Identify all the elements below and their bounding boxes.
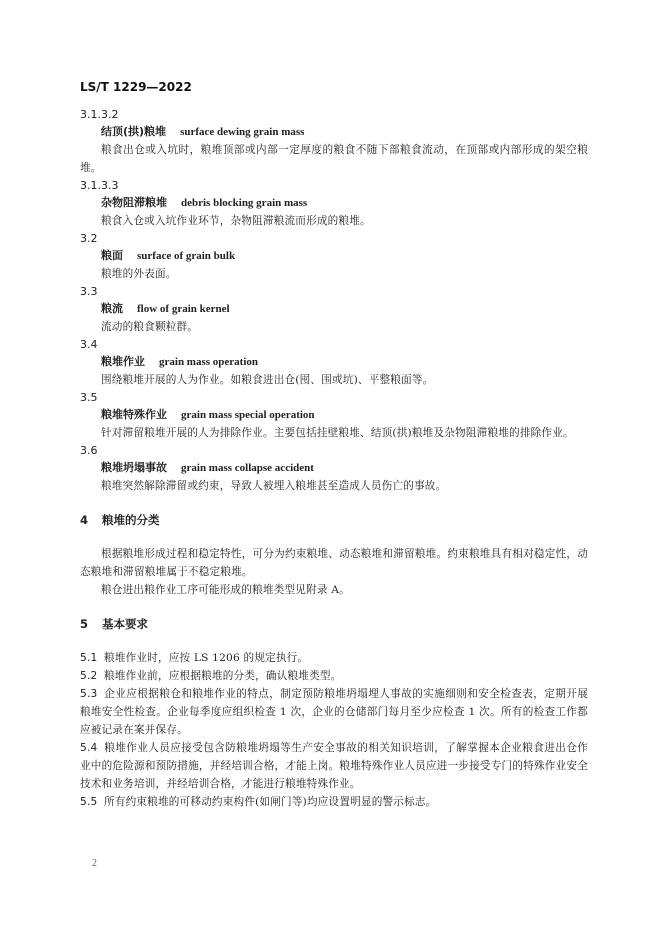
item-text: 粮堆作业时，应按 LS 1206 的规定执行。 — [104, 652, 309, 664]
term-chinese: 杂物阻滞粮堆 — [101, 196, 167, 209]
term-definition: 粮食入仓或入坑作业环节，杂物阻滞粮流而形成的粮堆。 — [101, 215, 371, 227]
term-english: surface of grain bulk — [137, 250, 236, 262]
requirement-item — [80, 667, 588, 685]
term-number: 3.5 — [80, 391, 98, 404]
item-number: 5.1 — [80, 652, 98, 664]
item-number: 5.3 — [80, 688, 98, 700]
term-english: grain mass collapse accident — [181, 462, 314, 474]
term-heading — [80, 300, 588, 318]
term-definition: 粮堆的外表面。 — [101, 268, 177, 280]
section-title: 粮堆的分类 — [102, 513, 160, 527]
section-4-heading — [80, 511, 588, 529]
term-definition: 围绕粮堆开展的人为作业。如粮食进出仓(囤、围或坑)、平整粮面等。 — [101, 374, 434, 386]
item-number: 5.2 — [80, 670, 98, 682]
section-4-paragraph: 根据粮堆形成过程和稳定特性，可分为约束粮堆、动态粮堆和滞留粮堆。约束粮堆具有相对稳定性，动态粮堆和滞留粮堆属于不稳定粮堆。 — [80, 548, 588, 578]
page-number: 2 — [92, 858, 97, 869]
section-5-heading — [80, 615, 588, 633]
term-entry — [80, 283, 588, 336]
term-entry — [80, 230, 588, 283]
term-english: debris blocking grain mass — [181, 197, 308, 209]
item-text: 企业应根据粮仓和粮堆作业的特点，制定预防粮堆坍塌埋人事故的实施细则和安全检查表，定期开展粮堆安全性检查。企业每季度应组织检查 1 次，企业的仓储部门每月至少应检查 1 次。所有的检查工作都应被记录在案并保存。 — [80, 688, 588, 736]
term-number: 3.1.3.2 — [80, 108, 119, 121]
term-number: 3.2 — [80, 232, 98, 245]
term-english: grain mass operation — [159, 356, 258, 368]
item-text: 粮堆作业前，应根据粮堆的分类，确认粮堆类型。 — [104, 670, 342, 682]
term-definition: 针对滞留粮堆开展的人为排除作业。主要包括挂壁粮堆、结顶(拱)粮堆及杂物阻滞粮堆的排除作业。 — [101, 427, 574, 439]
item-text: 粮堆作业人员应接受包含防粮堆坍塌等生产安全事故的相关知识培训，了解掌握本企业粮食进出仓作业中的危险源和预防措施，并经培训合格，才能上岗。粮堆特殊作业人员应进一步接受专门的特殊作业安全技术和业务培训，并经培训合格，才能进行粮堆特殊作业。 — [80, 742, 588, 790]
term-heading — [80, 459, 588, 477]
term-chinese: 粮堆作业 — [101, 355, 145, 368]
term-heading — [80, 247, 588, 265]
term-chinese: 粮堆坍塌事故 — [101, 461, 167, 474]
term-entry — [80, 106, 588, 177]
term-number: 3.4 — [80, 338, 98, 351]
requirement-item — [80, 793, 588, 811]
term-definition: 流动的粮食颗粒群。 — [101, 321, 199, 333]
term-number: 3.3 — [80, 285, 98, 298]
section-number: 5 — [80, 617, 89, 631]
term-number: 3.1.3.3 — [80, 179, 119, 192]
term-chinese: 粮面 — [101, 249, 123, 262]
term-heading — [80, 194, 588, 212]
item-number: 5.4 — [80, 742, 98, 754]
term-heading — [80, 353, 588, 371]
page-content — [80, 106, 588, 811]
term-heading — [80, 406, 588, 424]
term-english: surface dewing grain mass — [180, 126, 305, 138]
requirement-item — [80, 739, 588, 793]
term-english: grain mass special operation — [181, 409, 315, 421]
item-text: 所有约束粮堆的可移动约束构件(如闸门等)均应设置明显的警示标志。 — [104, 796, 437, 808]
section-title: 基本要求 — [102, 617, 148, 631]
requirement-item — [80, 685, 588, 739]
term-definition: 粮食出仓或入坑时，粮堆顶部或内部一定厚度的粮食不随下部粮食流动，在顶部或内部形成的架空粮堆。 — [80, 144, 588, 174]
term-definition: 粮堆突然解除滞留或约束，导致人被埋入粮堆甚至造成人员伤亡的事故。 — [101, 480, 447, 492]
term-number: 3.6 — [80, 444, 98, 457]
term-english: flow of grain kernel — [137, 303, 230, 315]
term-entry — [80, 442, 588, 495]
term-entry — [80, 177, 588, 230]
standard-code-header: LS/T 1229—2022 — [80, 80, 192, 94]
section-number: 4 — [80, 513, 89, 527]
term-entry — [80, 336, 588, 389]
term-chinese: 粮堆特殊作业 — [101, 408, 167, 421]
section-4-paragraph: 粮仓进出粮作业工序可能形成的粮堆类型见附录 A。 — [101, 584, 350, 596]
term-entry — [80, 389, 588, 442]
term-heading — [80, 123, 588, 141]
item-number: 5.5 — [80, 796, 98, 808]
requirement-item — [80, 649, 588, 667]
term-chinese: 结顶(拱)粮堆 — [101, 125, 167, 138]
term-chinese: 粮流 — [101, 302, 123, 315]
